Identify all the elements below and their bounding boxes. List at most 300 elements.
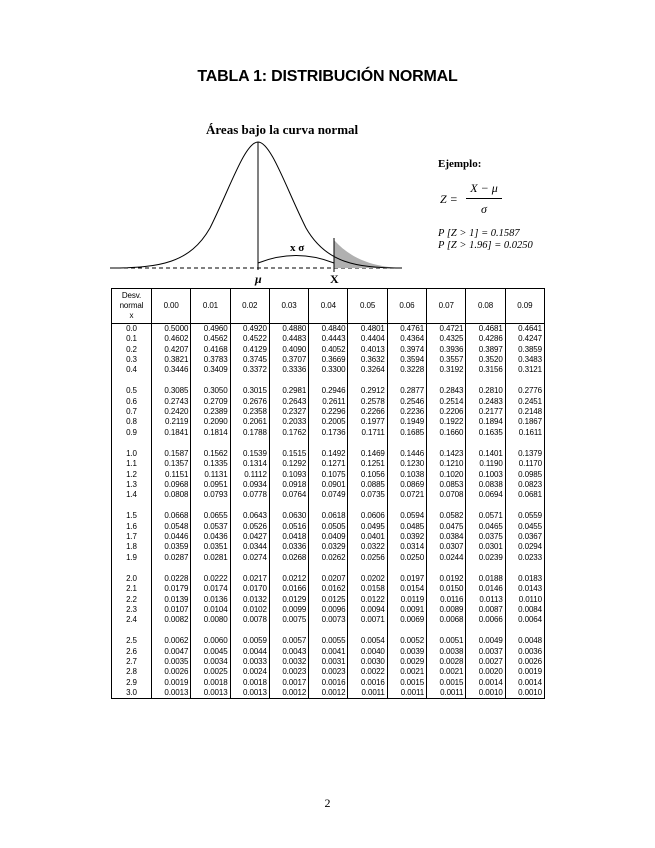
probability-cell: 0.4168 [191,345,230,355]
probability-cell: 0.2119 [152,417,191,427]
probability-cell: 0.0013 [152,688,191,699]
table-row [112,678,545,688]
probability-cell: 0.0057 [269,636,308,646]
probability-cell: 0.0594 [387,511,426,521]
z-value-cell: 0.2 [112,345,152,355]
spacer-cell [112,563,152,574]
z-value-cell: 0.8 [112,417,152,427]
probability-cell: 0.4721 [427,324,466,335]
probability-cell: 0.1251 [348,459,387,469]
normal-distribution-table [111,288,545,699]
column-header: 0.08 [466,289,505,324]
spacer-cell [505,375,544,386]
probability-cell: 0.3557 [427,355,466,365]
table-row [112,480,545,490]
probability-cell: 0.0023 [309,667,348,677]
probability-cell: 0.0359 [152,542,191,552]
spacer-cell [387,563,426,574]
table-body [112,324,545,699]
probability-cell: 0.0262 [309,553,348,563]
probability-cell: 0.4960 [191,324,230,335]
z-value-cell: 0.4 [112,365,152,375]
probability-cell: 0.2643 [269,397,308,407]
probability-cell: 0.0901 [309,480,348,490]
spacer-cell [387,500,426,511]
table-row [112,470,545,480]
probability-cell: 0.0735 [348,490,387,500]
probability-cell: 0.3974 [387,345,426,355]
probability-cell: 0.1131 [191,470,230,480]
example-label: Ejemplo: [438,158,482,170]
shaded-tail-area [334,240,402,268]
probability-cell: 0.2981 [269,386,308,396]
probability-cell: 0.0375 [466,532,505,542]
probability-cell: 0.2033 [269,417,308,427]
z-value-cell: 1.5 [112,511,152,521]
spacer-cell [309,563,348,574]
spacer-cell [112,438,152,449]
header-desv: Desv. [121,291,142,300]
probability-cell: 0.0048 [505,636,544,646]
probability-cell: 0.0043 [269,647,308,657]
probability-cell: 0.4090 [269,345,308,355]
z-value-cell: 2.6 [112,647,152,657]
probability-cell: 0.0051 [427,636,466,646]
probability-cell: 0.0040 [348,647,387,657]
table-row [112,605,545,615]
formula-numerator: X − μ [470,181,498,195]
probability-cell: 0.0078 [230,615,269,625]
probability-cell: 0.1003 [466,470,505,480]
probability-cell: 0.0281 [191,553,230,563]
column-header: 0.00 [152,289,191,324]
z-value-cell: 0.3 [112,355,152,365]
probability-cell: 0.1379 [505,449,544,459]
probability-cell: 0.0119 [387,595,426,605]
probability-cell: 0.0019 [505,667,544,677]
probability-cell: 0.1949 [387,417,426,427]
spacer-cell [191,500,230,511]
probability-cell: 0.4801 [348,324,387,335]
probability-cell: 0.1093 [269,470,308,480]
probability-cell: 0.1170 [505,459,544,469]
z-value-cell: 3.0 [112,688,152,699]
probability-cell: 0.0268 [269,553,308,563]
probability-cell: 0.0869 [387,480,426,490]
probability-cell: 0.0011 [427,688,466,699]
probability-cell: 0.0034 [191,657,230,667]
probability-cell: 0.0401 [348,532,387,542]
probability-cell: 0.0028 [427,657,466,667]
probability-cell: 0.1841 [152,428,191,438]
probability-cell: 0.1190 [466,459,505,469]
probability-cell: 0.1762 [269,428,308,438]
table-row [112,636,545,646]
table-header-row [112,289,545,324]
spacer-cell [269,563,308,574]
group-spacer [112,563,545,574]
table-row [112,459,545,469]
probability-cell: 0.0011 [387,688,426,699]
probability-cell: 0.0212 [269,574,308,584]
probability-cell: 0.0013 [230,688,269,699]
probability-cell: 0.0018 [191,678,230,688]
z-value-cell: 1.1 [112,459,152,469]
probability-cell: 0.0162 [309,584,348,594]
z-value-cell: 2.8 [112,667,152,677]
probability-cell: 0.3050 [191,386,230,396]
probability-cell: 0.3300 [309,365,348,375]
probability-cell: 0.0708 [427,490,466,500]
probability-cell: 0.0322 [348,542,387,552]
probability-cell: 0.2420 [152,407,191,417]
table-row [112,386,545,396]
probability-cell: 0.0116 [427,595,466,605]
probability-cell: 0.1611 [505,428,544,438]
bell-curve [110,142,402,268]
column-header: 0.05 [348,289,387,324]
probability-cell: 0.1736 [309,428,348,438]
table-row [112,345,545,355]
normal-curve-figure [110,118,550,290]
table-row [112,615,545,625]
probability-cell: 0.0192 [427,574,466,584]
probability-cell: 0.1292 [269,459,308,469]
spacer-cell [348,625,387,636]
probability-cell: 0.1635 [466,428,505,438]
probability-cell: 0.0099 [269,605,308,615]
probability-cell: 0.0436 [191,532,230,542]
probability-cell: 0.2177 [466,407,505,417]
probability-cell: 0.0062 [152,636,191,646]
page-number: 2 [324,796,331,810]
probability-cell: 0.2743 [152,397,191,407]
probability-cell: 0.2358 [230,407,269,417]
probability-cell: 0.4522 [230,334,269,344]
probability-cell: 0.0250 [387,553,426,563]
probability-cell: 0.0618 [309,511,348,521]
formula-denominator: σ [481,202,487,216]
probability-cell: 0.0495 [348,522,387,532]
probability-cell: 0.3897 [466,345,505,355]
z-value-cell: 1.4 [112,490,152,500]
probability-cell: 0.0049 [466,636,505,646]
probability-cell: 0.0014 [505,678,544,688]
probability-cell: 0.0075 [269,615,308,625]
probability-cell: 0.0125 [309,595,348,605]
probability-cell: 0.2236 [387,407,426,417]
probability-cell: 0.0681 [505,490,544,500]
probability-cell: 0.2709 [191,397,230,407]
probability-cell: 0.0537 [191,522,230,532]
probability-cell: 0.4364 [387,334,426,344]
table-row [112,334,545,344]
probability-cell: 0.0087 [466,605,505,615]
probability-cell: 0.0096 [309,605,348,615]
probability-cell: 0.0010 [505,688,544,699]
probability-cell: 0.0150 [427,584,466,594]
probability-cell: 0.0968 [152,480,191,490]
probability-cell: 0.0027 [466,657,505,667]
table-row [112,355,545,365]
probability-cell: 0.2483 [466,397,505,407]
probability-cell: 0.0091 [387,605,426,615]
probability-cell: 0.0222 [191,574,230,584]
probability-cell: 0.0020 [466,667,505,677]
spacer-cell [505,625,544,636]
spacer-cell [230,438,269,449]
table-row [112,532,545,542]
probability-cell: 0.0336 [269,542,308,552]
probability-cell: 0.0054 [348,636,387,646]
probability-cell: 0.3669 [309,355,348,365]
probability-cell: 0.4013 [348,345,387,355]
probability-cell: 0.0029 [387,657,426,667]
probability-cell: 0.4286 [466,334,505,344]
probability-cell: 0.0146 [466,584,505,594]
probability-cell: 0.1446 [387,449,426,459]
probability-cell: 0.0158 [348,584,387,594]
probability-cell: 0.0934 [230,480,269,490]
probability-cell: 0.3594 [387,355,426,365]
probability-cell: 0.2451 [505,397,544,407]
spacer-cell [269,375,308,386]
probability-cell: 0.3783 [191,355,230,365]
spacer-cell [152,500,191,511]
probability-cell: 0.0102 [230,605,269,615]
column-header: 0.01 [191,289,230,324]
probability-cell: 0.5000 [152,324,191,335]
probability-cell: 0.0071 [348,615,387,625]
probability-cell: 0.1401 [466,449,505,459]
probability-cell: 0.1587 [152,449,191,459]
probability-cell: 0.0606 [348,511,387,521]
table-row [112,428,545,438]
table-row [112,449,545,459]
probability-cell: 0.0013 [191,688,230,699]
table-row [112,365,545,375]
probability-cell: 0.2514 [427,397,466,407]
probability-cell: 0.2296 [309,407,348,417]
table-row [112,407,545,417]
probability-cell: 0.2776 [505,386,544,396]
probability-cell: 0.0037 [466,647,505,657]
probability-cell: 0.0764 [269,490,308,500]
probability-cell: 0.4129 [230,345,269,355]
probability-cell: 0.0582 [427,511,466,521]
table-row [112,397,545,407]
spacer-cell [466,375,505,386]
probability-cell: 0.0038 [427,647,466,657]
spacer-cell [387,625,426,636]
probability-cell: 0.1335 [191,459,230,469]
probability-cell: 0.4840 [309,324,348,335]
probability-cell: 0.0526 [230,522,269,532]
header-normal: normal [119,301,144,310]
probability-cell: 0.0094 [348,605,387,615]
header-x: x [129,311,134,320]
probability-cell: 0.1056 [348,470,387,480]
probability-cell: 0.0427 [230,532,269,542]
probability-cell: 0.2946 [309,386,348,396]
probability-cell: 0.0838 [466,480,505,490]
probability-cell: 0.0066 [466,615,505,625]
z-value-cell: 2.1 [112,584,152,594]
formula-lhs: Z = [440,192,458,206]
probability-cell: 0.0446 [152,532,191,542]
probability-cell: 0.0039 [387,647,426,657]
probability-cell: 0.0179 [152,584,191,594]
z-value-cell: 1.7 [112,532,152,542]
probability-cell: 0.0122 [348,595,387,605]
probability-cell: 0.0031 [309,657,348,667]
probability-cell: 0.3015 [230,386,269,396]
probability-cell: 0.0015 [427,678,466,688]
probability-cell: 0.0207 [309,574,348,584]
probability-cell: 0.3156 [466,365,505,375]
probability-cell: 0.0244 [427,553,466,563]
probability-cell: 0.0082 [152,615,191,625]
z-value-cell: 0.5 [112,386,152,396]
probability-cell: 0.0197 [387,574,426,584]
z-value-cell: 2.3 [112,605,152,615]
z-value-cell: 1.6 [112,522,152,532]
probability-cell: 0.1867 [505,417,544,427]
table-row [112,542,545,552]
probability-cell: 0.4761 [387,324,426,335]
page-title: TABLA 1: DISTRIBUCIÓN NORMAL [197,68,458,85]
probability-cell: 0.4562 [191,334,230,344]
probability-cell: 0.0239 [466,553,505,563]
probability-cell: 0.0409 [309,532,348,542]
table-row [112,417,545,427]
probability-cell: 0.0202 [348,574,387,584]
probability-cell: 0.1469 [348,449,387,459]
probability-cell: 0.0721 [387,490,426,500]
probability-cell: 0.0015 [387,678,426,688]
spacer-cell [152,563,191,574]
probability-cell: 0.4602 [152,334,191,344]
probability-cell: 0.0301 [466,542,505,552]
probability-cell: 0.4207 [152,345,191,355]
group-spacer [112,625,545,636]
spacer-cell [505,500,544,511]
probability-cell: 0.3336 [269,365,308,375]
probability-cell: 0.0778 [230,490,269,500]
header-desv-normal [112,289,152,324]
fraction-bar [466,198,502,199]
spacer-cell [348,563,387,574]
probability-cell: 0.0465 [466,522,505,532]
spacer-cell [191,563,230,574]
probability-cell: 0.1492 [309,449,348,459]
spacer-cell [348,375,387,386]
table-row [112,595,545,605]
probability-cell: 0.0045 [191,647,230,657]
probability-cell: 0.0055 [309,636,348,646]
probability-cell: 0.0630 [269,511,308,521]
probability-cell: 0.2148 [505,407,544,417]
probability-cell: 0.1020 [427,470,466,480]
spacer-cell [348,500,387,511]
probability-cell: 0.0025 [191,667,230,677]
z-value-cell: 1.9 [112,553,152,563]
probability-cell: 0.0019 [152,678,191,688]
probability-cell: 0.0344 [230,542,269,552]
probability-example-1: P [Z > 1] = 0.1587 [438,228,520,239]
probability-cell: 0.0183 [505,574,544,584]
spacer-cell [269,438,308,449]
probability-cell: 0.0694 [466,490,505,500]
spacer-cell [269,500,308,511]
spacer-cell [230,375,269,386]
probability-cell: 0.0012 [269,688,308,699]
probability-cell: 0.4443 [309,334,348,344]
probability-cell: 0.0060 [191,636,230,646]
spacer-cell [152,375,191,386]
probability-cell: 0.0571 [466,511,505,521]
probability-cell: 0.1357 [152,459,191,469]
spacer-cell [309,500,348,511]
spacer-cell [309,375,348,386]
column-header: 0.04 [309,289,348,324]
probability-cell: 0.0351 [191,542,230,552]
probability-cell: 0.0294 [505,542,544,552]
probability-cell: 0.3372 [230,365,269,375]
z-value-cell: 0.0 [112,324,152,335]
spacer-cell [348,438,387,449]
probability-cell: 0.0011 [348,688,387,699]
spacer-cell [427,625,466,636]
probability-cell: 0.0068 [427,615,466,625]
probability-cell: 0.1660 [427,428,466,438]
z-value-cell: 2.7 [112,657,152,667]
z-value-cell: 0.7 [112,407,152,417]
probability-cell: 0.0418 [269,532,308,542]
spacer-cell [269,625,308,636]
probability-cell: 0.1423 [427,449,466,459]
probability-cell: 0.0392 [387,532,426,542]
table-row [112,688,545,699]
spacer-cell [152,625,191,636]
probability-cell: 0.0655 [191,511,230,521]
probability-cell: 0.0032 [269,657,308,667]
probability-cell: 0.2327 [269,407,308,417]
probability-cell: 0.0559 [505,511,544,521]
probability-cell: 0.0012 [309,688,348,699]
probability-cell: 0.0018 [230,678,269,688]
probability-cell: 0.0041 [309,647,348,657]
probability-cell: 0.1922 [427,417,466,427]
probability-cell: 0.0059 [230,636,269,646]
probability-cell: 0.3085 [152,386,191,396]
probability-cell: 0.1894 [466,417,505,427]
probability-cell: 0.0089 [427,605,466,615]
probability-cell: 0.0129 [269,595,308,605]
spacer-cell [387,375,426,386]
spacer-cell [152,438,191,449]
spacer-cell [466,563,505,574]
column-header: 0.02 [230,289,269,324]
spacer-cell [466,438,505,449]
probability-cell: 0.1112 [230,470,269,480]
probability-cell: 0.4920 [230,324,269,335]
x-sigma-label: x σ [290,242,305,254]
probability-cell: 0.0014 [466,678,505,688]
probability-cell: 0.0016 [309,678,348,688]
probability-cell: 0.4641 [505,324,544,335]
probability-example-2: P [Z > 1.96] = 0.0250 [438,240,533,251]
